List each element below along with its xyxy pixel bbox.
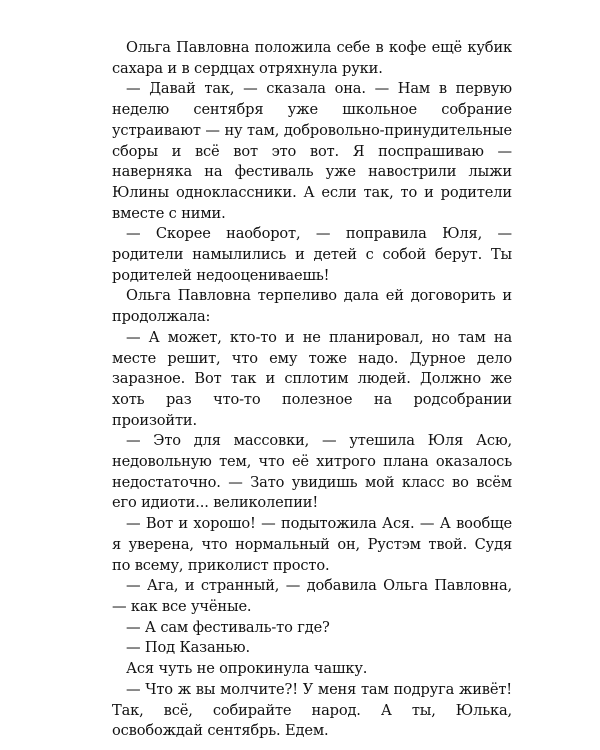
- paragraph: — Давай так, — сказала она. — Нам в первую неделю сентября уже школьное собрание устраивают — ну там, добровольно-принудительные сборы и всё вот это вот. Я поспрашиваю — наверняка на фестиваль уже навострили лыжи Юлины одноклассники. А если так, то и родители вместе с ними.: [112, 80, 512, 222]
- paragraph: — Вот и хорошо! — подытожила Ася. — А вообще я уверена, что нормальный он, Рустэм твой. Судя по всему, приколист просто.: [112, 515, 512, 574]
- paragraph: — А может, кто-то и не планировал, но там на месте решит, что ему тоже надо. Дурное дело заразное. Вот так и сплотим людей. Должно же хоть раз что-то полезное на родсобрании произойти.: [112, 328, 512, 429]
- paragraph: — Ага, и странный, — добавила Ольга Павловна, — как все учёные.: [112, 577, 512, 615]
- paragraph: — А сам фестиваль-то где?: [126, 618, 330, 636]
- paragraph: Ольга Павловна терпеливо дала ей договорить и продолжала:: [112, 287, 512, 326]
- paragraph: Ася чуть не опрокинула чашку.: [126, 660, 368, 678]
- paragraph: — Под Казанью.: [126, 639, 250, 657]
- book-page: [112, 38, 512, 742]
- paragraph: — Это для массовки, — утешила Юля Асю, недовольную тем, что её хитрого плана оказалось недостаточно. — Зато увидишь мой класс во всём его идиоти... великолепии!: [112, 432, 512, 512]
- paragraph: — Скорее наоборот, — поправила Юля, — родители намылились и детей с собой берут. Ты родителей недооцениваешь!: [112, 225, 512, 284]
- paragraph: — Что ж вы молчите?! У меня там подруга живёт! Так, всё, собирайте народ. А ты, Юлька, освобождай сентябрь. Едем.: [112, 680, 512, 740]
- paragraph: Ольга Павловна положила себе в кофе ещё кубик сахара и в сердцах отряхнула руки.: [112, 39, 512, 77]
